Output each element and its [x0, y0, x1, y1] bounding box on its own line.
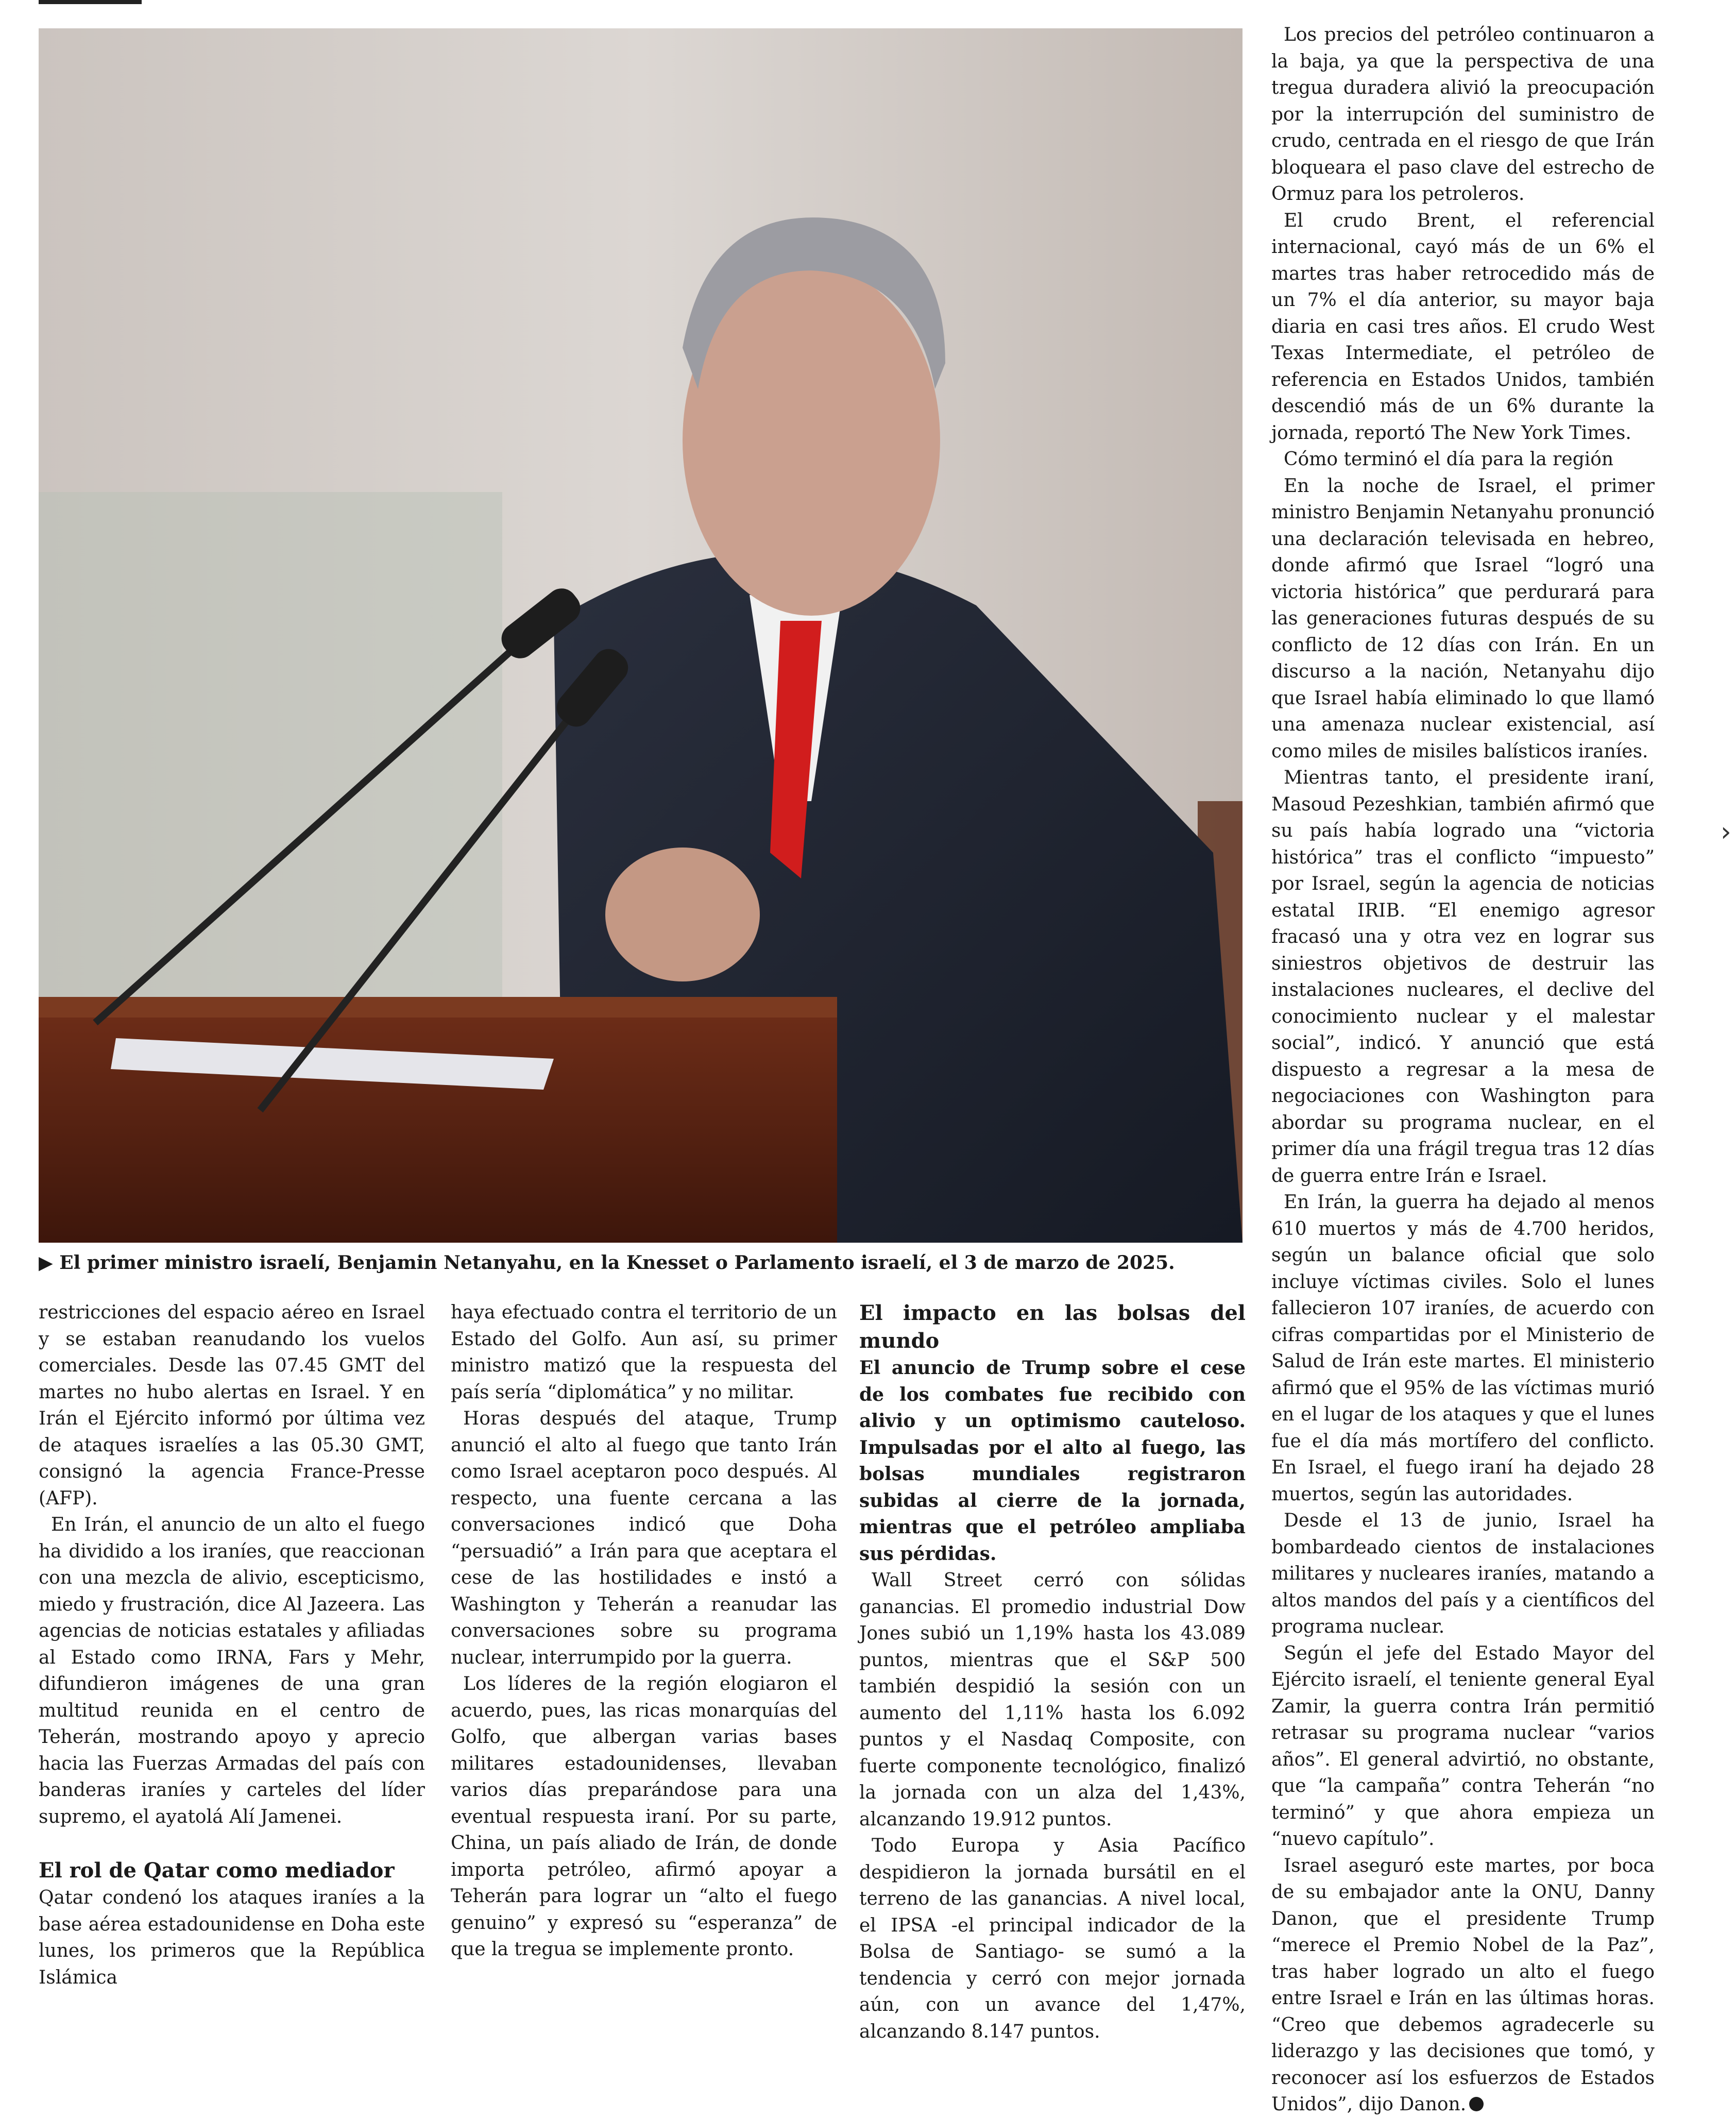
photo-caption: [39, 1249, 1243, 1276]
paragraph: Wall Street cerró con sólidas ganancias. El promedio industrial Dow Jones subió un 1,19% hasta los 43.089 puntos, mientras que el S&P 500 también despidió la sesión con un aumento del 1,11% hasta los 6.092 puntos y el Nasdaq Composite, con fuerte componente tecnológico, finalizó la jornada con un alza del 1,43%, alcanzando 19.912 puntos.: [859, 1570, 1246, 1830]
paragraph: Qatar condenó los ataques iraníes a la base aérea estadounidense en Doha este lunes, los primeros que la República Islámica: [39, 1887, 425, 1988]
paragraph: En la noche de Israel, el primer ministro Benjamin Netanyahu pronunció una declaración televisada en hebreo, donde afirmó que Israel “logró una victoria histórica” que perdurará para las generaciones futuras después de su conflicto de 12 días con Irán. En un discurso a la nación, Netanyahu dijo que Israel había eliminado lo que llamó una amenaza nuclear existencial, así como miles de misiles balísticos iraníes.: [1271, 475, 1655, 762]
paragraph: Desde el 13 de junio, Israel ha bombardeado cientos de instalaciones militares y nucleares iraníes, matando a altos mandos del país y a científicos del programa nuclear.: [1271, 1510, 1655, 1637]
caption-marker-icon: ▶: [39, 1252, 53, 1274]
paragraph: restricciones del espacio aéreo en Israel y se estaban reanudando los vuelos comerciales. Desde las 07.45 GMT del martes no hubo alertas en Israel. Y en Irán el Ejército informó por última vez de ataques israelíes a las 05.30 GMT, consignó la agencia France-Presse (AFP).: [39, 1302, 425, 1509]
paragraph: haya efectuado contra el territorio de un Estado del Golfo. Aun así, su primer ministro matizó que la respuesta del país sería “diplomática” y no militar.: [451, 1302, 837, 1403]
paragraph: Mientras tanto, el presidente iraní, Masoud Pezeshkian, también afirmó que su país había logrado una “victoria histórica” tras el conflicto “impuesto” por Israel, según la agencia de noticias estatal IRIB. “El enemigo agresor fracasó una y otra vez en lograr sus siniestros objetivos de destruir las instalaciones nucleares, el declive del conocimiento nuclear y el malestar social”, indicó. Y anunció que está dispuesto a regresar a la mesa de negociaciones con Washington para abordar su programa nuclear, en el primer día una frágil tregua tras 12 días de guerra entre Irán e Israel.: [1271, 767, 1655, 1187]
article-column-3: [859, 1299, 1246, 2045]
lead-paragraph: El anuncio de Trump sobre el cese de los combates fue recibido con alivio y un optimismo cauteloso. Impulsadas por el alto al fuego, las bolsas mundiales registraron subidas al cierre de la jornada, mientras que el petróleo ampliaba sus pérdidas.: [859, 1357, 1246, 1565]
paragraph: En Irán, la guerra ha dejado al menos 610 muertos y más de 4.700 heridos, según un balance oficial que solo incluye víctimas civiles. Solo el lunes fallecieron 107 iraníes, de acuerdo con cifras compartidas por el Ministerio de Salud de Irán este martes. El ministerio afirmó que el 95% de las víctimas murió en el lugar de los ataques y que el lunes fue el día más mortífero del conflicto. En Israel, el fuego iraní ha dejado 28 muertos, según las autoridades.: [1271, 1192, 1655, 1505]
paragraph: Los líderes de la región elogiaron el acuerdo, pues, las ricas monarquías del Golfo, que albergan varias bases militares estadounidenses, llevaban varios días preparándose para una eventual respuesta iraní. Por su parte, China, un país aliado de Irán, de donde importa petróleo, afirmó apoyar a Teherán para lograr un “alto el fuego genuino” y expresó su “esperanza” de que la tregua se implemente pronto.: [451, 1673, 837, 1960]
subheading: El rol de Qatar como mediador: [39, 1858, 395, 1883]
paragraph: Todo Europa y Asia Pacífico despidieron la jornada bursátil en el terreno de las ganancias. A nivel local, el IPSA -el principal indicador de la Bolsa de Santiago- se sumó a la tendencia y cerró con mejor jornada aún, con un avance del 1,47%, alcanzando 8.147 puntos.: [859, 1835, 1246, 2042]
article-column-4: [1271, 22, 1655, 2118]
cropped-header-fragment: [39, 0, 142, 4]
caption-text: El primer ministro israelí, Benjamin Netanyahu, en la Knesset o Parlamento israelí, el 3 de marzo de 2025.: [59, 1252, 1175, 1274]
paragraph: Según el jefe del Estado Mayor del Ejército israelí, el teniente general Eyal Zamir, la guerra contra Irán permitió retrasar su programa nuclear “varios años”. El general advirtió, no obstante, que “la campaña” contra Teherán “no terminó” y que ahora empieza un “nuevo capítulo”.: [1271, 1642, 1655, 1850]
next-page-chevron-icon[interactable]: ›: [1721, 817, 1731, 848]
subheading: El impacto en las bolsas del mundo: [859, 1301, 1246, 1353]
paragraph-last: [1271, 1853, 1655, 2118]
paragraph: Los precios del petróleo continuaron a la baja, ya que la perspectiva de una tregua duradera alivió la preocupación por la interrupción del suministro de crudo, centrada en el riesgo de que Irán bloqueara el paso clave del estrecho de Ormuz para los petroleros.: [1271, 24, 1655, 205]
photo-illustration: [39, 28, 1243, 1243]
paragraph: En Irán, el anuncio de un alto el fuego ha dividido a los iraníes, que reaccionan con una mezcla de alivio, escepticismo, miedo y frustración, dice Al Jazeera. Las agencias de noticias estatales y afiliadas al Estado como IRNA, Fars y Mehr, difundieron imágenes de una gran multitud reunida en el centro de Teherán, mostrando apoyo y aprecio hacia las Fuerzas Armadas del país con banderas iraníes y carteles del líder supremo, el ayatolá Alí Jamenei.: [39, 1514, 425, 1827]
paragraph: El crudo Brent, el referencial internacional, cayó más de un 6% el martes tras haber retrocedido más de un 7% el día anterior, su mayor baja diaria en casi tres años. El crudo West Texas Intermediate, el petróleo de referencia en Estados Unidos, también descendió más de un 6% durante la jornada, reportó The New York Times.: [1271, 210, 1655, 444]
end-of-article-dot-icon: [1469, 2097, 1484, 2111]
paragraph-text: Israel aseguró este martes, por boca de su embajador ante la ONU, Danny Danon, que el presidente Trump “merece el Premio Nobel de la Paz”, tras haber logrado un alto el fuego entre Israel e Irán en las últimas horas. “Creo que debemos agradecerle su liderazgo y las decisiones que tomó, y reconocer así los esfuerzos de Estados Unidos”, dijo Danon.: [1271, 1855, 1655, 2115]
paragraph: Horas después del ataque, Trump anunció el alto al fuego que tanto Irán como Israel aceptaron poco después. Al respecto, una fuente cercana a las conversaciones indicó que Doha “persuadió” a Irán para que aceptara el cese de las hostilidades e instó a Washington y Teherán a reanudar las conversaciones sobre su programa nuclear, interrumpido por la guerra.: [451, 1408, 837, 1668]
article-column-1: [39, 1299, 425, 1991]
netanyahu-podium-photo: [39, 28, 1243, 1243]
inline-subheading: Cómo terminó el día para la región: [1284, 449, 1614, 470]
article-column-2: [451, 1299, 837, 1963]
spacer: [39, 1830, 425, 1857]
